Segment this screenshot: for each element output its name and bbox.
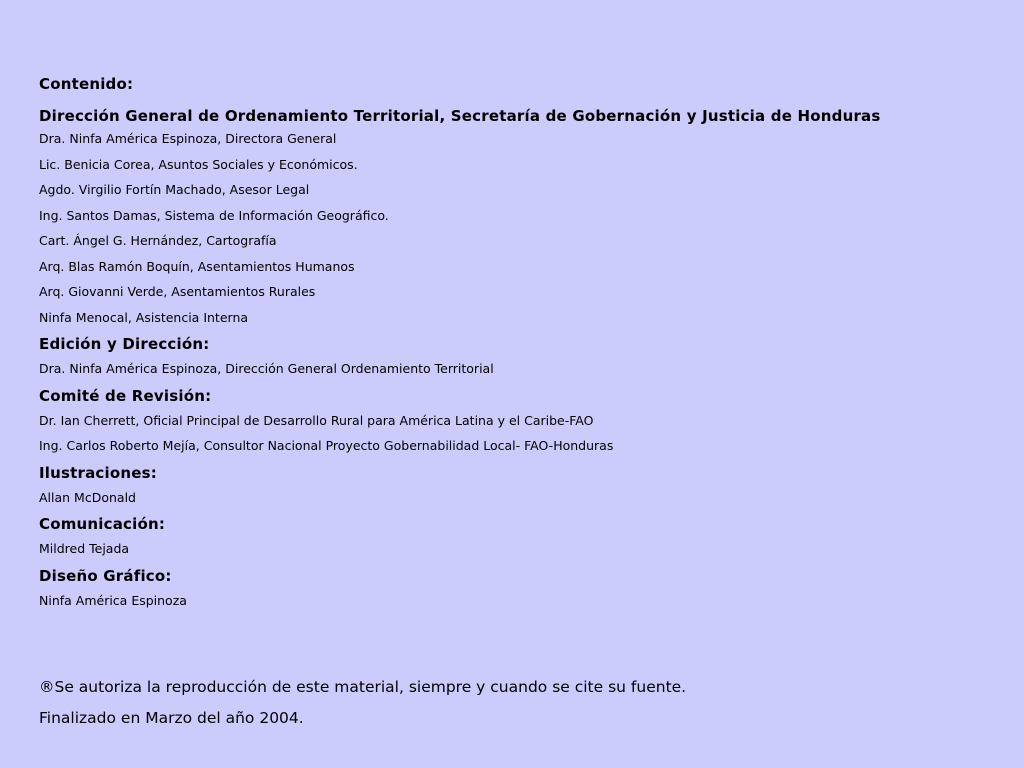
revision-heading: Comité de Revisión:: [39, 386, 212, 405]
member-item: Mildred Tejada: [39, 541, 130, 556]
rights-notice: ®Se autoriza la reproducción de este material, siempre y cuando se cite su fuente.: [39, 678, 687, 696]
organization-title: Dirección General de Ordenamiento Territorial, Secretaría de Gobernación y Justicia de Honduras: [39, 107, 881, 125]
member-item: Dr. Ian Cherrett, Oficial Principal de Desarrollo Rural para América Latina y el Caribe-FAO: [39, 412, 594, 428]
diseno-heading: Diseño Gráfico:: [39, 566, 172, 585]
ilustraciones-members: [39, 485, 999, 511]
footer: [39, 672, 686, 734]
member-item: Lic. Benicia Corea, Asuntos Sociales y Económicos.: [39, 156, 358, 172]
revision-members: [39, 408, 999, 459]
ilustraciones-heading: Ilustraciones:: [39, 463, 157, 482]
member-item: Allan McDonald: [39, 489, 136, 505]
member-item: Ing. Carlos Roberto Mejía, Consultor Nacional Proyecto Gobernabilidad Local- FAO-Honduras: [39, 438, 614, 453]
comunicacion-members: [39, 536, 999, 562]
member-item: Cart. Ángel G. Hernández, Cartografía: [39, 233, 277, 248]
member-item: Ing. Santos Damas, Sistema de Información Geográfico.: [39, 207, 389, 223]
edicion-heading: Edición y Dirección:: [39, 335, 210, 353]
comunicacion-heading: Comunicación:: [39, 515, 166, 533]
contenido-heading: Contenido:: [39, 75, 134, 93]
credits-content: [39, 74, 999, 615]
contenido-members: [39, 126, 999, 330]
diseno-members: [39, 588, 999, 614]
member-item: Arq. Blas Ramón Boquín, Asentamientos Humanos: [39, 258, 355, 274]
completion-date: Finalizado en Marzo del año 2004.: [39, 709, 304, 727]
member-item: Dra. Ninfa América Espinoza, Dirección General Ordenamiento Territorial: [39, 361, 494, 376]
member-item: Arq. Giovanni Verde, Asentamientos Rurales: [39, 284, 316, 299]
member-item: Agdo. Virgilio Fortín Machado, Asesor Legal: [39, 182, 310, 197]
member-item: Ninfa Menocal, Asistencia Interna: [39, 309, 249, 325]
member-item: Ninfa América Espinoza: [39, 592, 187, 608]
member-item: Dra. Ninfa América Espinoza, Directora General: [39, 131, 337, 146]
edicion-members: [39, 356, 999, 382]
